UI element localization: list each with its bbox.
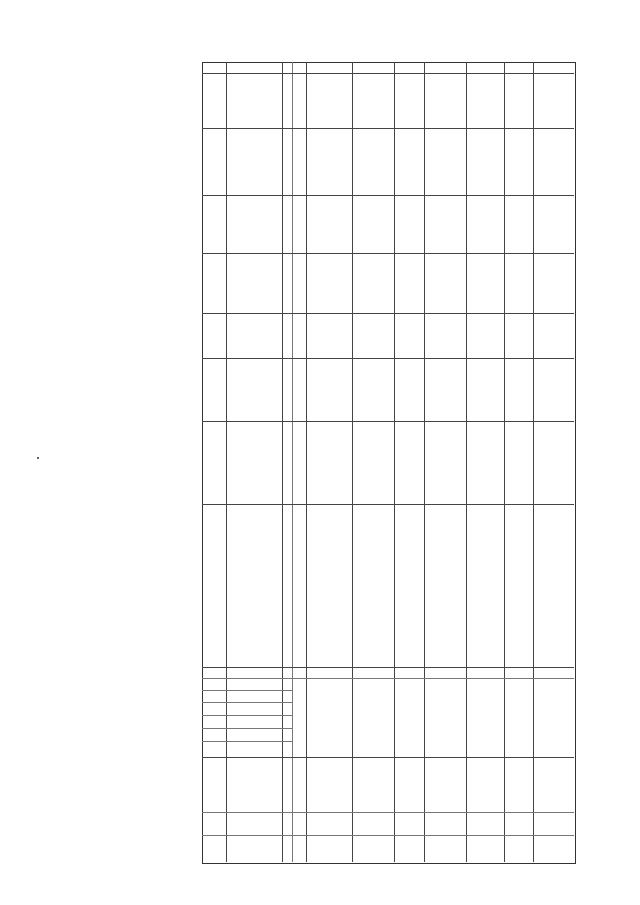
table-divider — [202, 313, 574, 314]
table-divider — [202, 757, 574, 758]
table-divider — [202, 504, 574, 505]
table-divider — [202, 421, 574, 422]
table-divider — [202, 835, 574, 836]
table-divider — [202, 812, 574, 813]
table-divider — [202, 253, 574, 254]
table-divider — [466, 62, 467, 862]
table-divider — [202, 128, 574, 129]
code-grid-line — [202, 702, 292, 703]
table-divider — [352, 62, 353, 862]
table-divider — [202, 195, 574, 196]
scan-speck — [37, 457, 39, 459]
table-divider — [202, 358, 574, 359]
table-divider — [533, 62, 534, 862]
table-divider — [282, 62, 283, 862]
table-divider — [226, 62, 227, 862]
table-divider — [202, 73, 574, 74]
table-divider — [292, 62, 293, 862]
code-grid-line — [202, 728, 292, 729]
table-divider — [394, 62, 395, 862]
table-divider — [424, 62, 425, 862]
code-grid-line — [202, 690, 292, 691]
table-divider — [202, 678, 574, 679]
code-grid-line — [202, 741, 292, 742]
table-divider — [202, 667, 574, 668]
table-divider — [504, 62, 505, 862]
table-frame — [202, 62, 576, 864]
table-divider — [306, 62, 307, 862]
code-grid-line — [202, 715, 292, 716]
